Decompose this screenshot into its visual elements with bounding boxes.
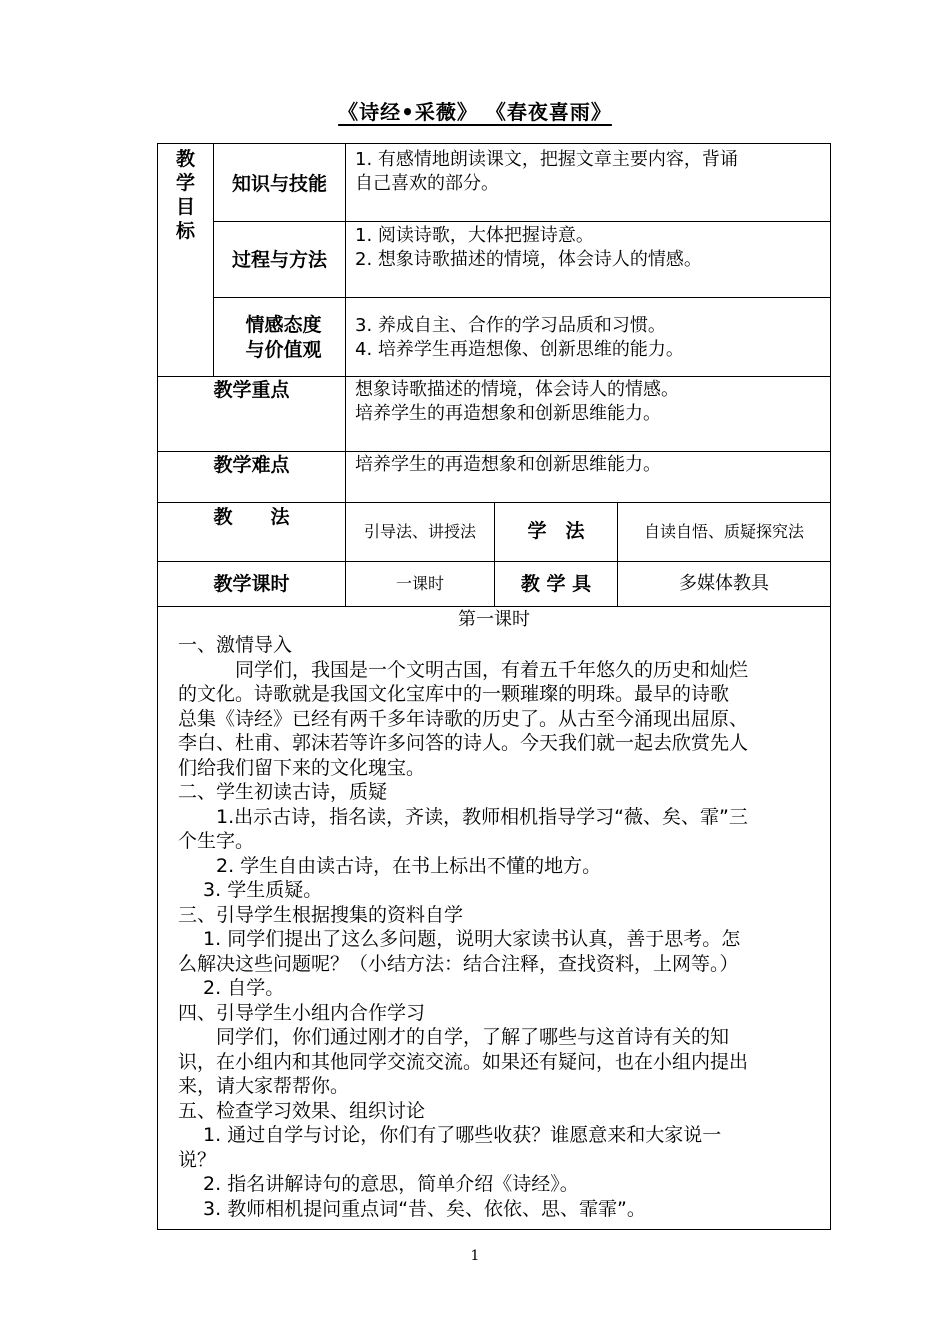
lesson-line: 同学们，我国是一个文明古国，有着五千年悠久的历史和灿烂 (178, 658, 749, 681)
objective-content-knowledge: 1. 有感情地朗读课文，把握文章主要内容，背诵 自己喜欢的部分。 (355, 149, 738, 194)
lesson-line: 2. 学生自由读古诗，在书上标出不懂的地方。 (178, 854, 602, 877)
row-divider (213, 297, 831, 298)
class-hours-value: 一课时 (395, 574, 444, 593)
lesson-line: 总集《诗经》已经有两千多年诗歌的历史了。从古至今涌现出屈原、 (178, 707, 749, 730)
lesson-line: 李白、杜甫、郭沫若等许多问答的诗人。今天我们就一起去欣赏先人 (178, 732, 749, 754)
lesson-line: 四、引导学生小组内合作学习 (178, 1001, 426, 1024)
row-divider (157, 451, 831, 452)
table-border-right (830, 143, 831, 1230)
key-points-content: 想象诗歌描述的情境，体会诗人的情感。 培养学生的再造想象和创新思维能力。 (355, 379, 679, 424)
document-title: 《诗经•采薇》 《春夜喜雨》 (338, 100, 612, 124)
row-divider (157, 376, 831, 377)
teaching-tools-label: 教 学 具 (520, 573, 592, 595)
lesson-line: 3. 教师相机提问重点词“昔、矣、依依、思、霏霏”。 (178, 1197, 646, 1220)
lesson-line: 1. 同学们提出了这么多问题，说明大家读书认真，善于思考。怎 (178, 928, 741, 950)
lesson-line: 三、引导学生根据搜集的资料自学 (178, 903, 464, 926)
objective-label-attitude: 情感态度 与价值观 (245, 314, 322, 361)
learning-method-label: 学 法 (527, 520, 585, 542)
lesson-line: 个生字。 (178, 830, 255, 852)
key-points-label: 教学重点 (213, 379, 290, 401)
teaching-method-label: 教 法 (213, 506, 290, 528)
objective-content-process: 1. 阅读诗歌，大体把握诗意。 2. 想象诗歌描述的情境，体会诗人的情感。 (355, 225, 702, 270)
row-divider (213, 221, 831, 222)
lesson-line: 说？ (178, 1148, 217, 1171)
lesson-line: 同学们，你们通过刚才的自学，了解了哪些与这首诗有关的知 (178, 1026, 730, 1048)
objectives-header: 教 学 目 标 (175, 148, 195, 242)
difficulties-content: 培养学生的再造想象和创新思维能力。 (355, 454, 661, 475)
lesson-line: 么解决这些问题呢？（小结方法：结合注释，查找资料，上网等。） (178, 952, 739, 975)
lesson-line: 2. 自学。 (178, 977, 285, 999)
table-border-top (157, 143, 831, 144)
objective-content-attitude: 3. 养成自主、合作的学习品质和习惯。 4. 培养学生再造想像、创新思维的能力。 (355, 315, 684, 360)
lesson-line: 识，在小组内和其他同学交流交流。如果还有疑问，也在小组内提出 (178, 1050, 749, 1073)
lesson-line: 来，请大家帮帮你。 (178, 1075, 350, 1097)
lesson-line: 1.出示古诗，指名读，齐读，教师相机指导学习“薇、矣、霏”三 (178, 805, 748, 828)
lesson-line: 二、学生初读古诗，质疑 (178, 781, 388, 803)
lesson-line: 3. 学生质疑。 (178, 879, 323, 901)
table-border-bottom (157, 1229, 831, 1230)
lesson-line: 的文化。诗歌就是我国文化宝库中的一颗璀璨的明珠。最早的诗歌 (178, 683, 730, 705)
teaching-tools-value: 多媒体教具 (679, 573, 769, 594)
page-number: 1 (470, 1248, 480, 1264)
lesson-line: 们给我们留下来的文化瑰宝。 (178, 756, 426, 779)
difficulties-label: 教学难点 (213, 454, 290, 476)
objective-label-knowledge: 知识与技能 (231, 173, 327, 195)
class-hours-label: 教学课时 (213, 573, 290, 595)
table-border-left (157, 143, 158, 1230)
lesson-line: 2. 指名讲解诗句的意思，简单介绍《诗经》。 (178, 1173, 579, 1195)
lesson-body (178, 633, 826, 1221)
objective-label-process: 过程与方法 (231, 249, 327, 271)
lesson-line: 1. 通过自学与讨论，你们有了哪些收获？谁愿意来和大家说一 (178, 1124, 722, 1146)
lesson-line: 五、检查学习效果、组织讨论 (178, 1099, 426, 1122)
teaching-method-value: 引导法、讲授法 (363, 522, 476, 541)
lesson-heading: 第一课时 (458, 609, 530, 630)
lesson-line: 一、激情导入 (178, 634, 293, 656)
learning-method-value: 自读自悟、质疑探究法 (643, 522, 804, 541)
